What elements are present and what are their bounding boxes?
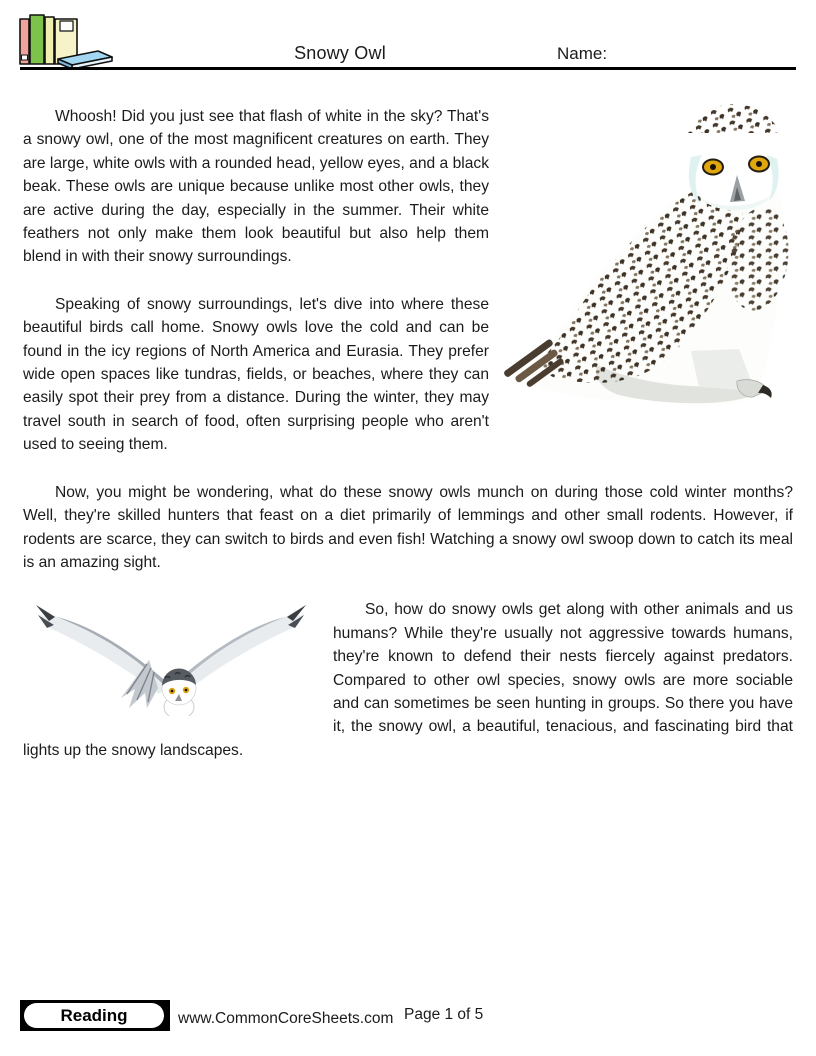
books-stack-icon — [18, 12, 114, 72]
flying-owl-image — [21, 598, 321, 712]
paragraph-2-text: Speaking of snowy surroundings, let's dive into where these beautiful birds call home. Snowy owls love the cold and can be found in the icy regions of North America and Eurasia. They prefer wide open spaces like tundras, fields, or beaches, where they can easily spot their prey from a distance. During the winter, they may travel south in search of food, often surprising people who aren't used to seeing them. — [23, 295, 489, 454]
paragraph-1-text: Whoosh! Did you just see that flash of white in the sky? That's a snowy owl, one of the most magnificent creatures on earth. They are large, white owls with a rounded head, yellow eyes, and a black beak. These owls are unique because unlike most other owls, they are active during the day, especially in the summer. Their white feathers not only make them look beautiful but also help them blend in with their snowy surroundings. — [23, 108, 489, 266]
worksheet-title: Snowy Owl — [294, 43, 386, 63]
category-badge — [20, 1000, 170, 1031]
reading-passage — [23, 105, 793, 786]
sitting-owl-image — [501, 99, 807, 421]
paragraph-3-text: Now, you might be wondering, what do these snowy owls munch on during those cold winter months? Well, they're skilled hunters that feast on a diet primarily of lemmings and other small rodents. However, if rodents are scarce, they can switch to birds and even fish! Watching a snowy owl swoop down to catch its meal is an amazing sight. — [23, 483, 793, 571]
paragraph-3 — [23, 481, 793, 575]
paragraph-4-text: So, how do snowy owls get along with other animals and us humans? While they're usually not aggressive towards humans, they're known to defend their nests fiercely against predators. Compared to other owl species, snowy owls are more sociable and can sometimes be seen hunting in groups. So there you have it, the snowy owl, a beautiful, tenacious, and fascinating bird that lights up the snowy landscapes. — [23, 601, 793, 759]
category-badge-label: Reading — [24, 1003, 164, 1028]
name-label: Name: — [557, 44, 608, 63]
website-url[interactable]: www.CommonCoreSheets.com — [178, 1010, 394, 1027]
paragraph-1 — [23, 105, 793, 269]
page-number: Page 1 of 5 — [404, 1006, 484, 1023]
header-divider — [20, 67, 796, 70]
paragraph-4 — [23, 598, 793, 762]
